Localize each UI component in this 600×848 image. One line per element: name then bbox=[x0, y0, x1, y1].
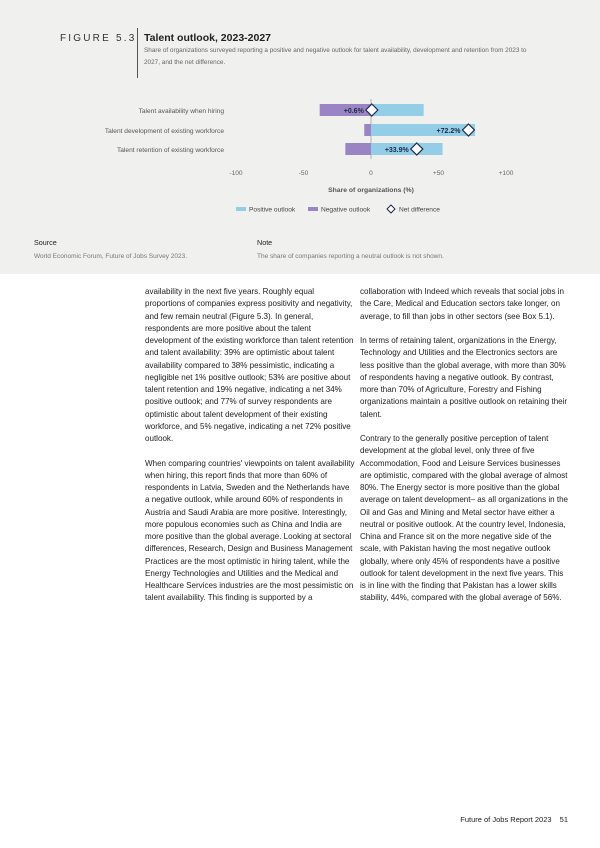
body-paragraph: collaboration with Indeed which reveals that social jobs in the Care, Medical and Education sectors take longer, on average, to fill than jobs in other sectors (see Box 5.1). bbox=[360, 287, 564, 321]
x-tick-label: +100 bbox=[498, 170, 514, 177]
note-label: Note bbox=[257, 238, 273, 247]
category-label: Talent availability when hiring bbox=[138, 108, 224, 115]
category-label: Talent development of existing workforce bbox=[104, 128, 224, 135]
negative-bar bbox=[345, 143, 371, 155]
legend-swatch bbox=[236, 207, 246, 211]
x-tick-label: 0 bbox=[369, 170, 373, 177]
page-number: 51 bbox=[559, 815, 568, 824]
axis-spacer bbox=[301, 98, 302, 99]
legend-label: Net difference bbox=[399, 206, 440, 214]
figure-subtitle: Share of organizations surveyed reporting a positive and negative outlook for talent availability, development and retention from 2023 to 2027, and the net difference. bbox=[144, 47, 527, 66]
x-tick-label: -100 bbox=[229, 170, 243, 177]
legend-label: Positive outlook bbox=[249, 206, 296, 214]
body-paragraph: In terms of retaining talent, organizations in the Energy, Technology and Utilities and the Electronics sectors are less positive than the global average, with more than 30% of respondents having a negative outlook. By contrast, more than 70% of Agriculture, Forestry and Fishing organizations maintain a positive outlook on retaining their talent. bbox=[360, 336, 568, 419]
body-paragraph: Contrary to the generally positive perception of talent development at the global level, only three of five Accommodation, Food and Leisure Services businesses are optimistic, compared with the global average of almost 80%. The Energy sector is more positive than the global average on talent development– as all organizations in the Oil and Gas and Mining and Metal sector have either a neutral or positive outlook. At the country level, Indonesia, China and France sit on the more negative side of the scale, with Pakistan having the most negative outlook globally, where only 45% of respondents have a positive outlook for talent development in the next five years. This is in line with the finding that Pakistan has a lower skills stability, 44%, compared with the global average of 56%. bbox=[360, 434, 569, 603]
source-text: World Economic Forum, Future of Jobs Survey 2023. bbox=[34, 253, 188, 260]
talent-outlook-chart bbox=[0, 95, 600, 225]
negative-bar bbox=[364, 124, 371, 136]
net-difference-label: +72.2% bbox=[436, 128, 461, 135]
x-tick-label: +50 bbox=[432, 170, 445, 177]
body-column-left bbox=[145, 286, 355, 617]
x-axis-label: Share of organizations (%) bbox=[328, 187, 414, 194]
legend-swatch bbox=[308, 207, 318, 211]
page-footer bbox=[454, 815, 568, 824]
x-tick-label: -50 bbox=[298, 170, 309, 177]
figure-label: FIGURE 5.3 bbox=[60, 33, 137, 44]
net-difference-label: +0.6% bbox=[343, 108, 364, 115]
legend-label: Negative outlook bbox=[321, 206, 371, 214]
body-column-right bbox=[360, 286, 570, 617]
body-paragraph: availability in the next five years. Roughly equal proportions of companies express positivity and negativity, and few remain neutral (Figure 5.3). In general, respondents are more positive about the talent development of the existing workforce than talent retention and talent availability: 39% are optimistic about talent availability compared to 38% pessimistic, indicating a negligible net 1% positive outlook; 53% are positive about talent retention and 19% negative, indicating a net 34% positive outlook; and 77% of survey respondents are optimistic about talent development of their existing workforce, and 5% negative, indicating a net 72% positive outlook. bbox=[145, 287, 354, 443]
source-label: Source bbox=[34, 238, 57, 247]
figure-title: Talent outlook, 2023-2027 bbox=[144, 32, 272, 44]
footer-report-title: Future of Jobs Report 2023 bbox=[460, 815, 552, 824]
body-paragraph: When comparing countries' viewpoints on talent availability when hiring, this report finds that more than 60% of respondents in Latvia, Sweden and the Netherlands have a negative outlook, while around 60% of respondents in Austria and Saudi Arabia are more positive. Interestingly, more populous economies such as China and India are more positive than the global average. Looking at sectoral differences, Research, Design and Business Management Practices are the most optimistic in hiring talent, while the Energy Technologies and Utilities and the Medical and Healthcare Services industries are the most pessimistic on talent availability. This finding is supported by a bbox=[145, 458, 355, 603]
figure-divider bbox=[137, 28, 138, 78]
net-difference-label: +33.9% bbox=[384, 147, 409, 154]
figure-panel bbox=[0, 0, 600, 274]
note-text: The share of companies reporting a neutral outlook is not shown. bbox=[257, 253, 444, 260]
legend-swatch-diamond bbox=[387, 205, 395, 213]
positive-bar bbox=[371, 104, 424, 116]
category-label: Talent retention of existing workforce bbox=[116, 147, 224, 154]
